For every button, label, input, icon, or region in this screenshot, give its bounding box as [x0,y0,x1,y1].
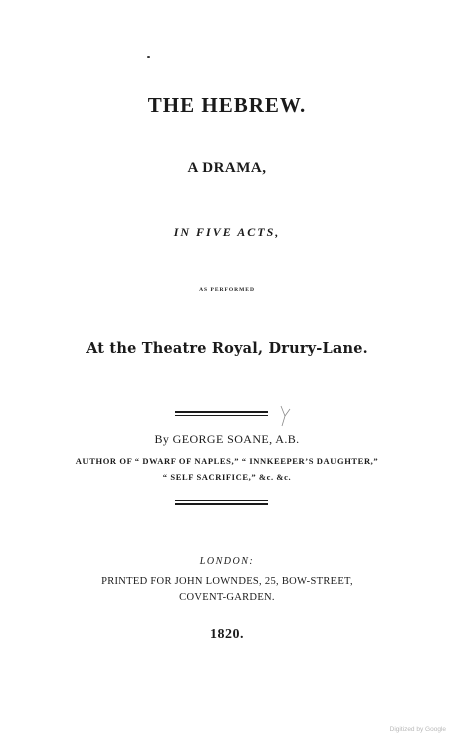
rule-thin [175,415,268,416]
rule-thick [175,503,268,505]
rule-thin [175,500,268,501]
imprint-year: 1820. [210,627,244,642]
pencil-mark-icon [278,404,292,428]
bottom-double-rule [175,500,268,505]
theatre-line: At the Theatre Royal, Drury-Lane. [86,340,368,357]
imprint-place: LONDON: [199,556,255,567]
ink-speck [147,56,150,58]
imprint-printer: PRINTED FOR JOHN LOWNDES, 25, BOW-STREET, [101,576,353,587]
book-subtitle: A DRAMA, [187,160,267,176]
rule-thick [175,411,268,413]
imprint-printer-2: COVENT-GARDEN. [179,592,275,603]
digitized-watermark: Digitized by Google [389,726,446,733]
top-double-rule [175,411,268,416]
author-byline: By GEORGE SOANE, A.B. [154,432,300,446]
author-works-line: AUTHOR OF “ DWARF OF NAPLES,” “ INNKEEPER’S DAUGHTER,” [75,456,379,466]
acts-line: IN FIVE ACTS, [173,225,281,239]
book-title: THE HEBREW. [147,93,307,117]
author-works-line-2: “ SELF SACRIFICE,” &c. &c. [162,472,292,482]
performed-line: AS PERFORMED [199,287,255,293]
